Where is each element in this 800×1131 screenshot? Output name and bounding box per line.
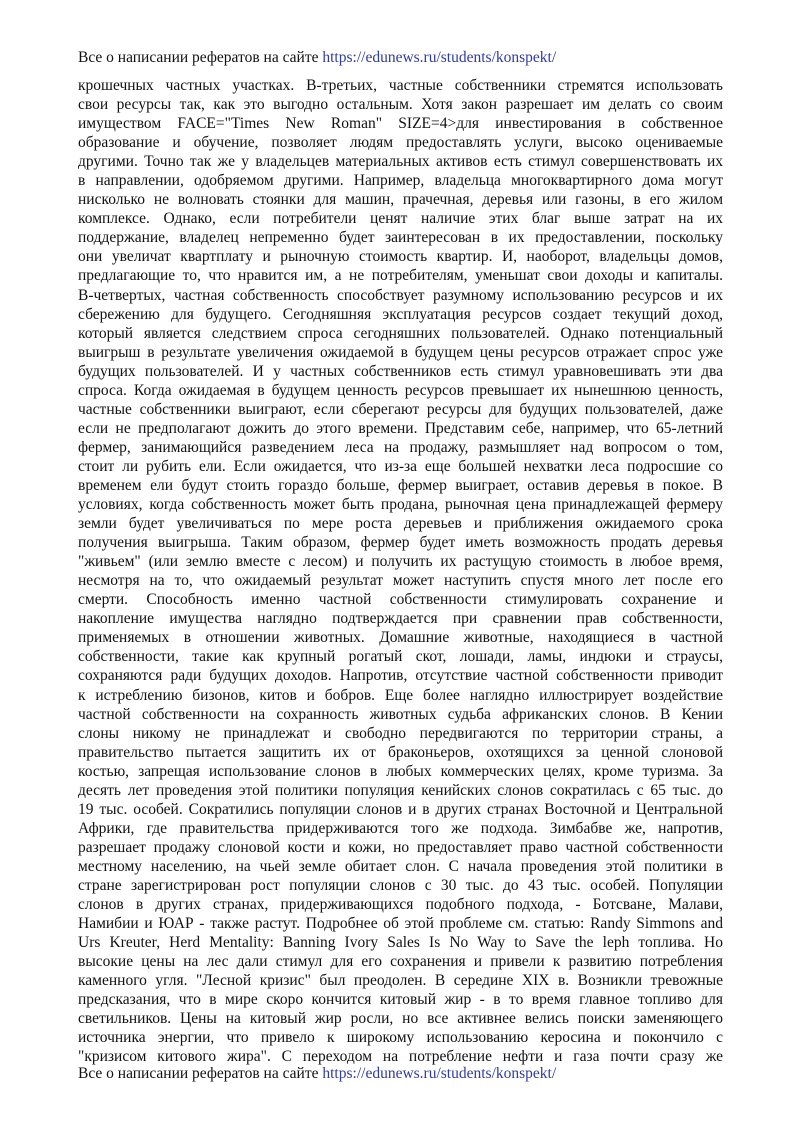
body-line: стране зарегистрирован рост популяции слонов с 30 тыс. до 43 тыс. особей. Популяции — [78, 876, 723, 894]
body-line: спроса. Когда ожидаемая в будущем ценность ресурсов превышает их нынешнюю ценность, — [78, 381, 723, 399]
body-line: фермер, занимающийся разведением леса на продажу, размышляет над вопросом о том, — [78, 438, 723, 456]
body-line: в направлении, одобряемом другими. Например, владельца многоквартирного дома могут — [78, 172, 723, 190]
body-line: собственности, такие как крупный рогатый скот, лошади, ламы, индюки и страусы, — [78, 648, 723, 666]
header-text: Все о написании рефератов на сайте — [78, 49, 323, 66]
body-line: предлагающие то, что нравится им, а не потребителям, уменьшат свои доходы и капиталы. — [78, 267, 723, 285]
body-line: костью, запрещая использование слонов в любых коммерческих целях, кроме туризма. За — [78, 762, 723, 780]
body-text — [78, 76, 723, 1066]
body-line: смерти. Способность именно частной собственности стимулировать сохранение и — [78, 591, 723, 609]
footer-link[interactable]: https://edunews.ru/students/konspekt/ — [322, 1065, 557, 1082]
page-header — [78, 48, 556, 68]
body-line: Намибии и ЮАР - также растут. Подробнее об этой проблеме см. статью: Randy Simmons and — [78, 915, 723, 933]
body-line: временем ели будут стоить гораздо больше, фермер выиграет, оставив деревья в покое. В — [78, 476, 723, 494]
body-line: В-четвертых, частная собственность способствует разумному использованию ресурсов и их — [78, 286, 723, 304]
body-line: поддержание, владелец непременно будет заинтересован в их предоставлении, поскольку — [78, 229, 723, 247]
body-line: сбережению для будущего. Сегодняшняя эксплуатация ресурсов создает текущий доход, — [78, 305, 723, 323]
page-footer — [78, 1064, 556, 1084]
body-line: получения выигрыша. Таким образом, фермер будет иметь возможность продать деревья — [78, 534, 723, 552]
body-line: Urs Kreuter, Herd Mentality: Banning Ivory Sales Is No Way to Save the leph топлива. Но — [78, 934, 723, 952]
body-line: комплексе. Однако, если потребители ценят наличие этих благ выше затрат на их — [78, 210, 723, 228]
body-line: частные собственники выиграют, если сберегают ресурсы для будущих пользователей, даже — [78, 400, 723, 418]
body-line: имуществом FACE="Times New Roman" SIZE=4>для инвестирования в собственное — [78, 115, 723, 133]
body-line: земли будет увеличиваться по мере роста деревьев и приближения ожидаемого срока — [78, 515, 723, 533]
body-line: светильников. Цены на китовый жир росли, но все активнее велись поиски заменяющего — [78, 1010, 723, 1028]
body-line: они увеличат квартплату и рыночную стоимость квартир. И, наоборот, владельцы домов, — [78, 248, 723, 266]
body-line: стоит ли рубить ели. Если ожидается, что из-за еще большей нехватки леса подросшие со — [78, 457, 723, 475]
body-line: 19 тыс. особей. Сократились популяции слонов и в других странах Восточной и Центральной — [78, 800, 723, 818]
body-line: слоны никому не принадлежат и свободно передвигаются по территории страны, а — [78, 724, 723, 742]
body-line: каменного угля. "Лесной кризис" был преодолен. В середине XIX в. Возникли тревожные — [78, 972, 723, 990]
body-line: к истреблению бизонов, китов и бобров. Еще более наглядно иллюстрирует воздействие — [78, 686, 723, 704]
body-line: если не предполагают дожить до этого времени. Представим себе, например, что 65-летний — [78, 419, 723, 437]
body-line: высокие цены на лес дали стимул для его сохранения и привели к развитию потребления — [78, 953, 723, 971]
body-line: другими. Точно так же у владельцев материальных активов есть стимул совершенствовать их — [78, 153, 723, 171]
body-line: "живьем" (или землю вместе с лесом) и получить их растущую стоимость в любое время, — [78, 553, 723, 571]
body-line: правительство пытается защитить их от браконьеров, охотящихся за ценной слоновой — [78, 743, 723, 761]
body-line: применяемых в отношении животных. Домашние животные, находящиеся в частной — [78, 629, 723, 647]
body-line: свои ресурсы так, как это выгодно остальным. Хотя закон разрешает им делать со своим — [78, 96, 723, 114]
body-line: десять лет проведения этой политики популяция кенийских слонов сократилась с 65 тыс. до — [78, 781, 723, 799]
body-line: накопление имущества наглядно подтверждается при сравнении прав собственности, — [78, 610, 723, 628]
header-link[interactable]: https://edunews.ru/students/konspekt/ — [322, 49, 557, 66]
body-line: частной собственности на сохранность животных судьба африканских слонов. В Кении — [78, 705, 723, 723]
body-line: разрешает продажу слоновой кости и кожи, но предоставляет право частной собственности — [78, 838, 723, 856]
body-line: сохраняются ради будущих доходов. Напротив, отсутствие частной собственности приводит — [78, 667, 723, 685]
body-line: который является следствием спроса сегодняшних пользователей. Однако потенциальный — [78, 324, 723, 342]
body-line: "кризисом китового жира". С переходом на потребление нефти и газа почти сразу же — [78, 1048, 723, 1066]
body-line: местному населению, на чьей земле обитает слон. С начала проведения этой политики в — [78, 857, 723, 875]
body-line: образование и обучение, позволяет людям предоставлять услуги, высоко оцениваемые — [78, 134, 723, 152]
body-line: нисколько не волновать стоянки для машин, прачечная, деревья или газоны, в его жилом — [78, 191, 723, 209]
body-line: выигрыш в результате увеличения ожидаемой в будущем цены ресурсов отражает спрос уже — [78, 343, 723, 361]
body-line: слонов в других странах, придерживающихся подобного подхода, - Ботсване, Малави, — [78, 896, 723, 914]
body-line: предсказания, что в мире скоро кончится китовый жир - в то время главное топливо для — [78, 991, 723, 1009]
body-line: источника энергии, что привело к широкому использованию керосина и покончило с — [78, 1029, 723, 1047]
body-line: Африки, где правительства придерживаются того же подхода. Зимбабве же, напротив, — [78, 819, 723, 837]
body-line: крошечных частных участках. В-третьих, частные собственники стремятся использовать — [78, 77, 723, 94]
body-line: условиях, когда собственность может быть продана, рыночная цена принадлежащей фермеру — [78, 496, 723, 514]
body-line: несмотря на то, что ожидаемый результат может наступить спустя много лет после его — [78, 572, 723, 590]
body-line: будущих пользователей. И у частных собственников есть стимул уравновешивать эти два — [78, 362, 723, 380]
footer-text: Все о написании рефератов на сайте — [78, 1065, 323, 1082]
